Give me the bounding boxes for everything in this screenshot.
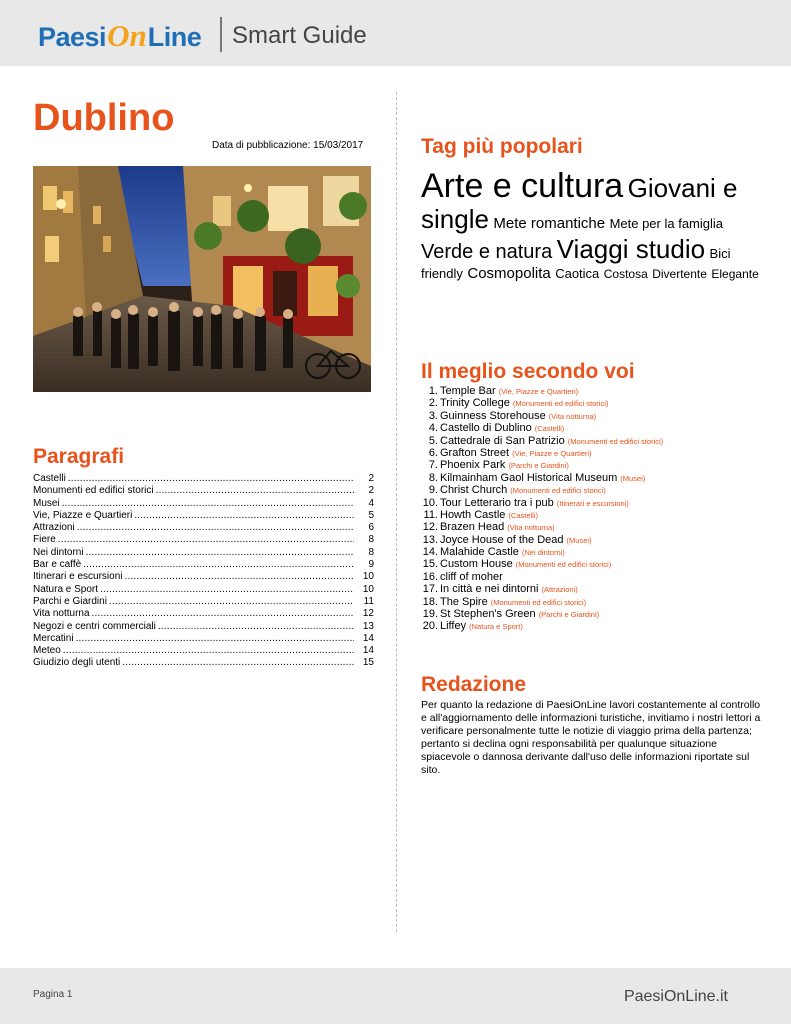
list-item-number: 11. <box>423 508 438 521</box>
toc-row[interactable] <box>33 510 374 522</box>
list-item-number: 20. <box>422 620 438 633</box>
list-item-number: 7. <box>428 459 438 472</box>
list-item[interactable] <box>421 459 771 471</box>
list-item-name: Guinness Storehouse <box>440 409 546 422</box>
list-item-number: 2. <box>428 397 438 410</box>
toc-row[interactable] <box>33 473 374 485</box>
list-item[interactable] <box>421 521 771 533</box>
paragrafi-heading: Paragrafi <box>33 445 125 468</box>
tag-link[interactable]: Mete per la famiglia <box>609 216 724 231</box>
list-item-number: 19. <box>422 608 438 621</box>
toc-leader-dots <box>77 522 354 534</box>
list-item[interactable] <box>421 596 771 608</box>
list-item-number: 13. <box>422 533 438 546</box>
toc-label: Mercatini <box>33 632 74 644</box>
list-item-name: Malahide Castle <box>440 546 519 559</box>
list-item-category: (Monumenti ed edifici storici) <box>490 597 587 607</box>
toc-row[interactable] <box>33 547 374 559</box>
list-item-number: 18. <box>422 595 438 608</box>
list-item-category: (Castelli) <box>508 510 539 520</box>
column-separator <box>396 92 397 932</box>
paesionline-logo[interactable] <box>38 18 201 58</box>
list-item-number: 8. <box>428 471 438 484</box>
list-item-name: In città e nei dintorni <box>440 583 539 596</box>
toc-page-number: 8 <box>368 534 374 546</box>
tag-link[interactable]: Arte e cultura <box>421 167 624 205</box>
list-item-category: (Monumenti ed edifici storici) <box>515 560 612 570</box>
list-item[interactable] <box>421 435 771 447</box>
list-item-category: (Vie, Piazze e Quartieri) <box>498 387 579 396</box>
toc-label: Vita notturna <box>33 608 90 620</box>
toc-row[interactable] <box>33 498 374 510</box>
toc-row[interactable] <box>33 645 374 657</box>
toc-label: Nei dintorni <box>33 546 84 558</box>
toc-label: Meteo <box>33 645 61 657</box>
tag-link[interactable]: Cosmopolita <box>467 265 551 282</box>
toc-leader-dots <box>63 645 354 657</box>
toc-leader-dots <box>109 596 354 608</box>
list-item-category: (Natura e Sport) <box>469 622 523 632</box>
toc-page-number: 5 <box>368 509 374 521</box>
list-item-name: Trinity College <box>440 397 510 410</box>
list-item-category: (Attrazioni) <box>541 585 578 595</box>
toc-row[interactable] <box>33 596 374 608</box>
list-item[interactable] <box>421 397 771 409</box>
header-bar <box>0 0 791 66</box>
list-item-category: (Vita notturna) <box>507 523 555 533</box>
logo-text-paesi: Paesi <box>38 22 107 52</box>
logo-text-line: Line <box>147 22 202 52</box>
toc-label: Fiere <box>33 534 56 546</box>
list-item-name: Castello di Dublino <box>440 422 532 435</box>
list-item-category: (Castelli) <box>534 424 565 434</box>
toc-label: Attrazioni <box>33 522 75 534</box>
list-item-number: 6. <box>428 446 438 459</box>
toc-page-number: 9 <box>368 559 374 571</box>
list-item[interactable] <box>421 583 771 595</box>
publication-date: Data di pubblicazione: 15/03/2017 <box>212 140 364 151</box>
tag-link[interactable]: Viaggi studio <box>556 234 706 264</box>
toc-label: Giudizio degli utenti <box>33 657 121 669</box>
toc-page-number: 11 <box>363 595 374 607</box>
toc-leader-dots <box>76 633 354 645</box>
header-subtitle: Smart Guide <box>232 22 367 49</box>
list-item[interactable] <box>421 558 771 570</box>
toc-page-number: 4 <box>368 497 374 509</box>
list-item-name: Phoenix Park <box>440 459 506 472</box>
meglio-heading: Il meglio secondo voi <box>421 360 635 383</box>
list-item[interactable] <box>421 410 771 422</box>
toc-row[interactable] <box>33 621 374 633</box>
redazione-heading: Redazione <box>421 673 527 696</box>
toc-row[interactable] <box>33 534 374 546</box>
list-item-name: The Spire <box>440 595 488 608</box>
list-item[interactable] <box>421 620 771 632</box>
list-item-category: (Monumenti ed edifici storici) <box>510 486 606 496</box>
toc-row[interactable] <box>33 485 374 497</box>
toc-page-number: 14 <box>362 632 374 644</box>
list-item-name: Christ Church <box>440 484 508 497</box>
table-of-contents <box>33 473 374 670</box>
toc-leader-dots <box>158 621 354 633</box>
list-item-number: 16. <box>422 570 438 583</box>
list-item-number: 1. <box>428 385 438 397</box>
list-item-name: Custom House <box>440 558 513 571</box>
toc-row[interactable] <box>33 559 374 571</box>
list-item[interactable] <box>421 546 771 558</box>
tag-link[interactable]: Divertente <box>652 267 707 281</box>
list-item-name: St Stephen's Green <box>440 608 536 621</box>
list-item-category: (Vie, Piazze e Quartieri) <box>512 448 592 458</box>
page-title: Dublino <box>33 97 175 139</box>
list-item-number: 15. <box>422 558 438 571</box>
toc-page-number: 6 <box>368 522 374 534</box>
tag-link[interactable]: Costosa <box>603 267 648 281</box>
list-item-number: 4. <box>428 422 438 435</box>
toc-page-number: 8 <box>368 546 374 558</box>
list-item-number: 12. <box>422 521 438 534</box>
list-item-category: (Monumenti ed edifici storici) <box>567 436 664 446</box>
top-places-list <box>421 385 771 633</box>
list-item[interactable] <box>421 608 771 620</box>
tag-link[interactable]: Elegante <box>711 267 759 281</box>
list-item-number: 17. <box>422 583 438 596</box>
footer-site-link[interactable]: PaesiOnLine.it <box>623 988 728 1005</box>
list-item-category: (Itinerari e escursioni) <box>556 498 629 508</box>
toc-label: Vie, Piazze e Quartieri <box>33 509 133 521</box>
toc-leader-dots <box>134 510 354 522</box>
toc-row[interactable] <box>33 633 374 645</box>
tag-cloud <box>421 168 761 283</box>
list-item-category: (Musei) <box>566 535 592 545</box>
list-item[interactable] <box>421 472 771 484</box>
hero-photo <box>33 166 371 392</box>
toc-label: Bar e caffè <box>33 559 82 571</box>
list-item-name: Grafton Street <box>440 446 510 459</box>
list-item-number: 10. <box>422 496 438 509</box>
redazione-disclaimer: Per quanto la redazione di PaesiOnLine lavori costantemente al controllo e all'aggiornamento delle informazioni turistiche, invitiamo i nostri lettori a verificare personalmente tutte le notizie di viaggio prima della partenza; pertanto si declina ogni responsabilità per qualunque situazione spiacevole o dannosa derivante dall'uso delle informazioni riportate sul sito. <box>421 699 761 776</box>
page-number: Pagina 1 <box>33 989 73 1000</box>
list-item[interactable] <box>421 422 771 434</box>
list-item-category: (Vita notturna) <box>548 411 597 421</box>
list-item[interactable] <box>421 497 771 509</box>
tag-link[interactable]: Mete romantiche <box>493 215 606 232</box>
toc-label: Negozi e centri commerciali <box>33 620 156 632</box>
list-item-category: (Parchi e Giardini) <box>538 610 600 620</box>
list-item-name: Tour Letterario tra i pub <box>440 496 554 509</box>
list-item-number: 5. <box>428 434 438 447</box>
toc-label: Monumenti ed edifici storici <box>33 485 154 497</box>
toc-row[interactable] <box>33 608 374 620</box>
list-item-category: (Musei) <box>620 473 646 483</box>
list-item[interactable] <box>421 571 771 583</box>
toc-page-number: 10 <box>362 583 374 595</box>
toc-leader-dots <box>62 498 354 510</box>
toc-leader-dots <box>122 657 354 669</box>
toc-page-number: 15 <box>362 657 374 669</box>
list-item-category: (Monumenti ed edifici storici) <box>512 399 609 409</box>
tag-link[interactable]: Bici friendly <box>421 246 731 281</box>
toc-row[interactable] <box>33 584 374 596</box>
toc-leader-dots <box>156 485 354 497</box>
list-item-name: cliff of moher <box>440 570 503 583</box>
list-item[interactable] <box>421 509 771 521</box>
list-item-category: (Nei dintorni) <box>521 548 565 558</box>
toc-leader-dots <box>86 547 354 559</box>
toc-leader-dots <box>124 571 354 583</box>
toc-label: Itinerari e escursioni <box>33 571 123 583</box>
list-item-number: 9. <box>428 484 438 497</box>
list-item-name: Liffey <box>440 620 467 633</box>
toc-page-number: 2 <box>368 485 374 497</box>
tag-link[interactable]: Caotica <box>555 266 600 281</box>
list-item[interactable] <box>421 484 771 496</box>
toc-label: Castelli <box>33 473 66 484</box>
toc-row[interactable] <box>33 522 374 534</box>
tags-heading: Tag più popolari <box>421 135 583 158</box>
toc-leader-dots <box>83 559 354 571</box>
list-item[interactable] <box>421 534 771 546</box>
tag-link[interactable]: Giovani e single <box>421 173 738 234</box>
list-item-number: 3. <box>428 409 438 422</box>
list-item-name: Temple Bar <box>440 385 496 397</box>
list-item-name: Joyce House of the Dead <box>440 533 564 546</box>
list-item[interactable] <box>421 447 771 459</box>
list-item-number: 14. <box>422 546 438 559</box>
toc-label: Natura e Sport <box>33 583 99 595</box>
list-item-category: (Parchi e Giardini) <box>508 461 569 471</box>
toc-row[interactable] <box>33 571 374 583</box>
logo-text-on: On <box>107 18 147 53</box>
toc-leader-dots <box>100 584 354 596</box>
header-divider <box>220 17 222 52</box>
toc-page-number: 14 <box>362 645 374 657</box>
toc-leader-dots <box>92 608 354 620</box>
dublin-street-photo <box>33 166 371 392</box>
tag-link[interactable]: Verde e natura <box>421 241 553 263</box>
toc-leader-dots <box>58 534 354 546</box>
toc-row[interactable] <box>33 657 374 669</box>
toc-page-number: 10 <box>362 571 374 583</box>
toc-page-number: 12 <box>362 608 374 620</box>
list-item-name: Kilmainham Gaol Historical Museum <box>440 471 618 484</box>
list-item-name: Howth Castle <box>440 508 506 521</box>
footer-bar <box>0 968 791 1024</box>
list-item[interactable] <box>421 385 771 397</box>
toc-page-number: 13 <box>362 620 374 632</box>
list-item-name: Brazen Head <box>440 521 505 534</box>
list-item-name: Cattedrale di San Patrizio <box>440 434 565 447</box>
toc-label: Musei <box>33 497 60 509</box>
toc-page-number: 2 <box>368 473 374 484</box>
toc-label: Parchi e Giardini <box>33 595 107 607</box>
toc-leader-dots <box>68 473 354 485</box>
